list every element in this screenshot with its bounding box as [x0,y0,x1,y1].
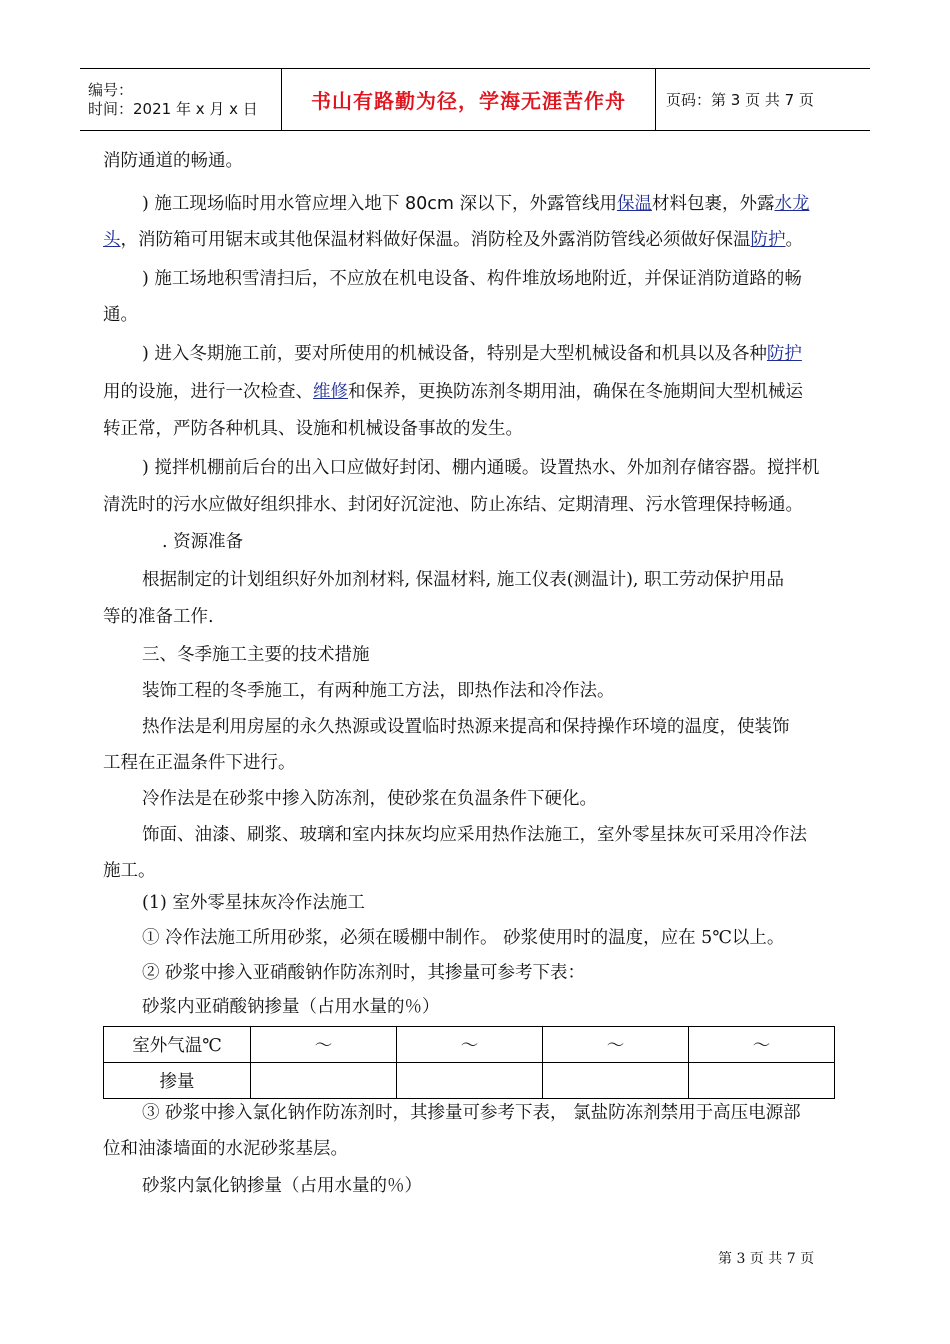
paragraph-finishes: 饰面、油漆、刷浆、玻璃和室内抹灰均应采用热作法施工，室外零星抹灰可采用冷作法 [142,825,807,845]
header-info [80,69,282,130]
link-protection[interactable]: 防护 [750,230,786,250]
table-cell: ～ [397,1027,543,1063]
paragraph-finishes-cont: 施工。 [103,861,156,881]
paragraph-water-pipes-cont: 头，消防箱可用锯末或其他保温材料做好保温。消防栓及外露消防管线必须做好保温防护。 [103,230,803,250]
paragraph-machinery: ) 进入冬期施工前，要对所使用的机械设备，特别是大型机械设备和机具以及各种防护 [142,344,802,364]
paragraph-water-pipes: ) 施工现场临时用水管应埋入地下 80cm 深以下，外露管线用保温材料包裹，外露水龙 [142,194,810,214]
table-cell [397,1063,543,1099]
subsection-1: (1) 室外零星抹灰冷作法施工 [142,893,365,913]
section-heading-3: 三、冬季施工主要的技术措施 [142,645,370,665]
section-resources: . 资源准备 [162,532,244,552]
table-caption-2: 砂浆内氯化钠掺量（占用水量的％） [142,1176,422,1196]
table-caption-1: 砂浆内亚硝酸钠掺量（占用水量的％） [142,997,440,1017]
paragraph-resources: 根据制定的计划组织好外加剂材料, 保温材料, 施工仪表(测温计), 职工劳动保护用品 [142,570,785,590]
table-cell: ～ [251,1027,397,1063]
table-cell-header: 室外气温℃ [104,1027,251,1063]
link-insulation[interactable]: 保温 [616,194,652,214]
paragraph-mixer: ) 搅拌机棚前后台的出入口应做好封闭、棚内通暖。设置热水、外加剂存储容器。搅拌机 [142,458,820,478]
item-3: ③ 砂浆中掺入氯化钠作防冻剂时，其掺量可参考下表， 氯盐防冻剂禁用于高压电源部 [142,1103,801,1123]
paragraph-hot-method-cont: 工程在正温条件下进行。 [103,753,296,773]
table-row [104,1027,835,1063]
paragraph-snow: ) 施工场地积雪清扫后，不应放在机电设备、构件堆放场地附近，并保证消防道路的畅 [142,269,802,289]
page-header [80,68,870,131]
item-2: ② 砂浆中掺入亚硝酸钠作防冻剂时，其掺量可参考下表： [142,963,586,983]
table-cell [543,1063,689,1099]
text-line: 消防通道的畅通。 [103,151,243,171]
table-cell: ～ [543,1027,689,1063]
link-faucet-cont[interactable]: 头 [103,230,121,250]
table-cell [251,1063,397,1099]
paragraph-machinery-end: 转正常，严防各种机具、设施和机械设备事故的发生。 [103,419,523,439]
paragraph-snow-cont: 通。 [103,305,138,325]
table-cell: ～ [689,1027,835,1063]
header-motto: 书山有路勤为径，学海无涯苦作舟 [282,69,656,130]
paragraph-hot-method: 热作法是利用房屋的永久热源或设置临时热源来提高和保持操作环境的温度，使装饰 [142,717,790,737]
paragraph-cold-method: 冷作法是在砂浆中掺入防冻剂，使砂浆在负温条件下硬化。 [142,789,597,809]
paragraph-methods: 装饰工程的冬季施工，有两种施工方法，即热作法和冷作法。 [142,681,615,701]
table-row [104,1063,835,1099]
item-3-cont: 位和油漆墙面的水泥砂浆基层。 [103,1139,348,1159]
paragraph-machinery-cont: 用的设施，进行一次检查、维修和保养，更换防冻剂冬期用油，确保在冬施期间大型机械运 [103,382,803,402]
table-cell [689,1063,835,1099]
code-label: 编号： [88,80,134,99]
link-faucet[interactable]: 水龙 [774,194,810,214]
dosage-table [103,1026,835,1099]
link-maintenance[interactable]: 维修 [313,382,348,402]
page-footer: 第 3 页 共 7 页 [718,1251,815,1267]
paragraph-resources-cont: 等的准备工作. [103,607,214,627]
paragraph-mixer-cont: 清洗时的污水应做好组织排水、封闭好沉淀池、防止冻结、定期清理、污水管理保持畅通。 [103,495,803,515]
link-protection-2[interactable]: 防护 [766,344,802,364]
table-cell-header: 掺量 [104,1063,251,1099]
header-page-number: 页码：第 3 页 共 7 页 [666,91,814,109]
item-1: ① 冷作法施工所用砂浆，必须在暖棚中制作。 砂浆使用时的温度，应在 5℃以上。 [142,928,785,948]
time-label: 时间：2021 年 x 月 x 日 [88,99,258,118]
